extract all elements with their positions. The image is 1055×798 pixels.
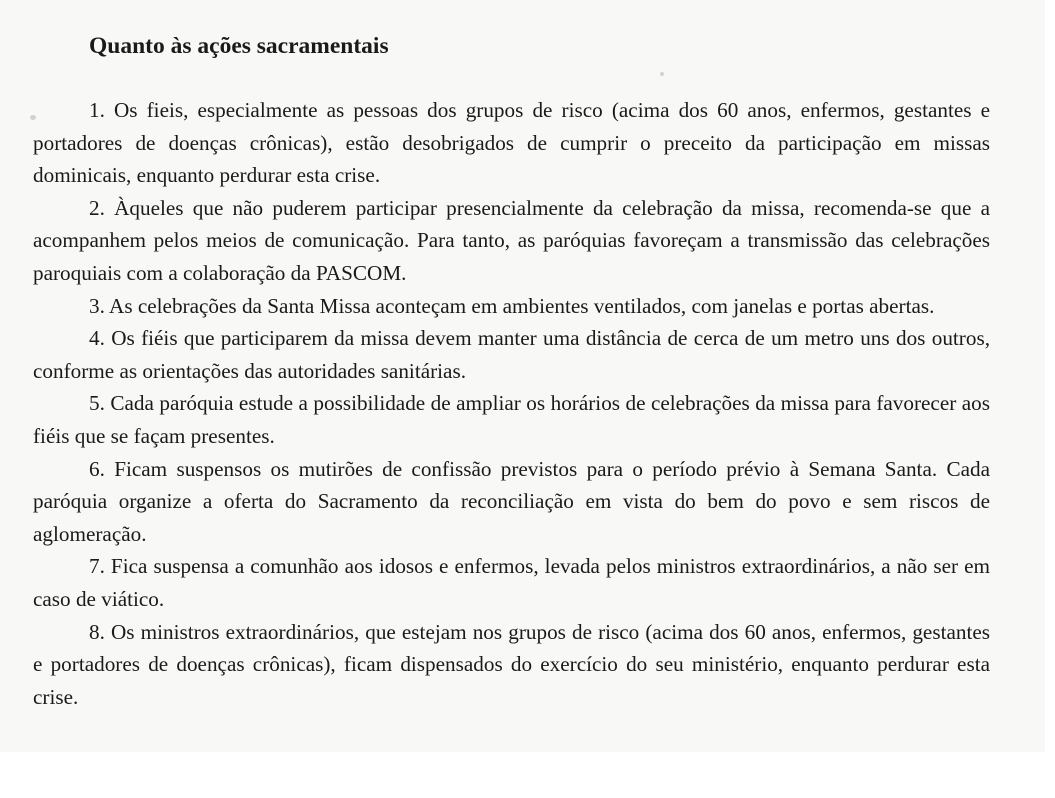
- list-item: 6. Ficam suspensos os mutirões de confissão previstos para o período prévio à Semana Santa. Cada paróquia organize a oferta do Sacramento da reconciliação em vista do bem do povo e sem riscos de aglomeração.: [33, 456, 990, 546]
- list-item: 7. Fica suspensa a comunhão aos idosos e enfermos, levada pelos ministros extraordinários, a não ser em caso de viático.: [33, 554, 990, 611]
- list-item: 2. Àqueles que não puderem participar presencialmente da celebração da missa, recomenda-se que a acompanhem pelos meios de comunicação. Para tanto, as paróquias favoreçam a transmissão das celebrações paroquiais com a colaboração da PASCOM.: [33, 195, 990, 285]
- list-item: 5. Cada paróquia estude a possibilidade de ampliar os horários de celebrações da missa para favorecer aos fiéis que se façam presentes.: [33, 391, 990, 448]
- list-item: 4. Os fiéis que participarem da missa devem manter uma distância de cerca de um metro uns dos outros, conforme as orientações das autoridades sanitárias.: [33, 326, 990, 383]
- list-item: 1. Os fieis, especialmente as pessoas dos grupos de risco (acima dos 60 anos, enfermos, gestantes e portadores de doenças crônicas), estão desobrigados de cumprir o preceito da participação em missas dominicais, enquanto perdurar esta crise.: [33, 98, 990, 188]
- document-body: [33, 28, 990, 713]
- item-list: [33, 94, 990, 713]
- list-item: 8. Os ministros extraordinários, que estejam nos grupos de risco (acima dos 60 anos, enfermos, gestantes e portadores de doenças crônicas), ficam dispensados do exercício do seu ministério, enquanto perdurar esta crise.: [33, 619, 990, 709]
- list-item: 3. As celebrações da Santa Missa aconteçam em ambientes ventilados, com janelas e portas abertas.: [89, 293, 935, 318]
- section-title: Quanto às ações sacramentais: [89, 33, 389, 59]
